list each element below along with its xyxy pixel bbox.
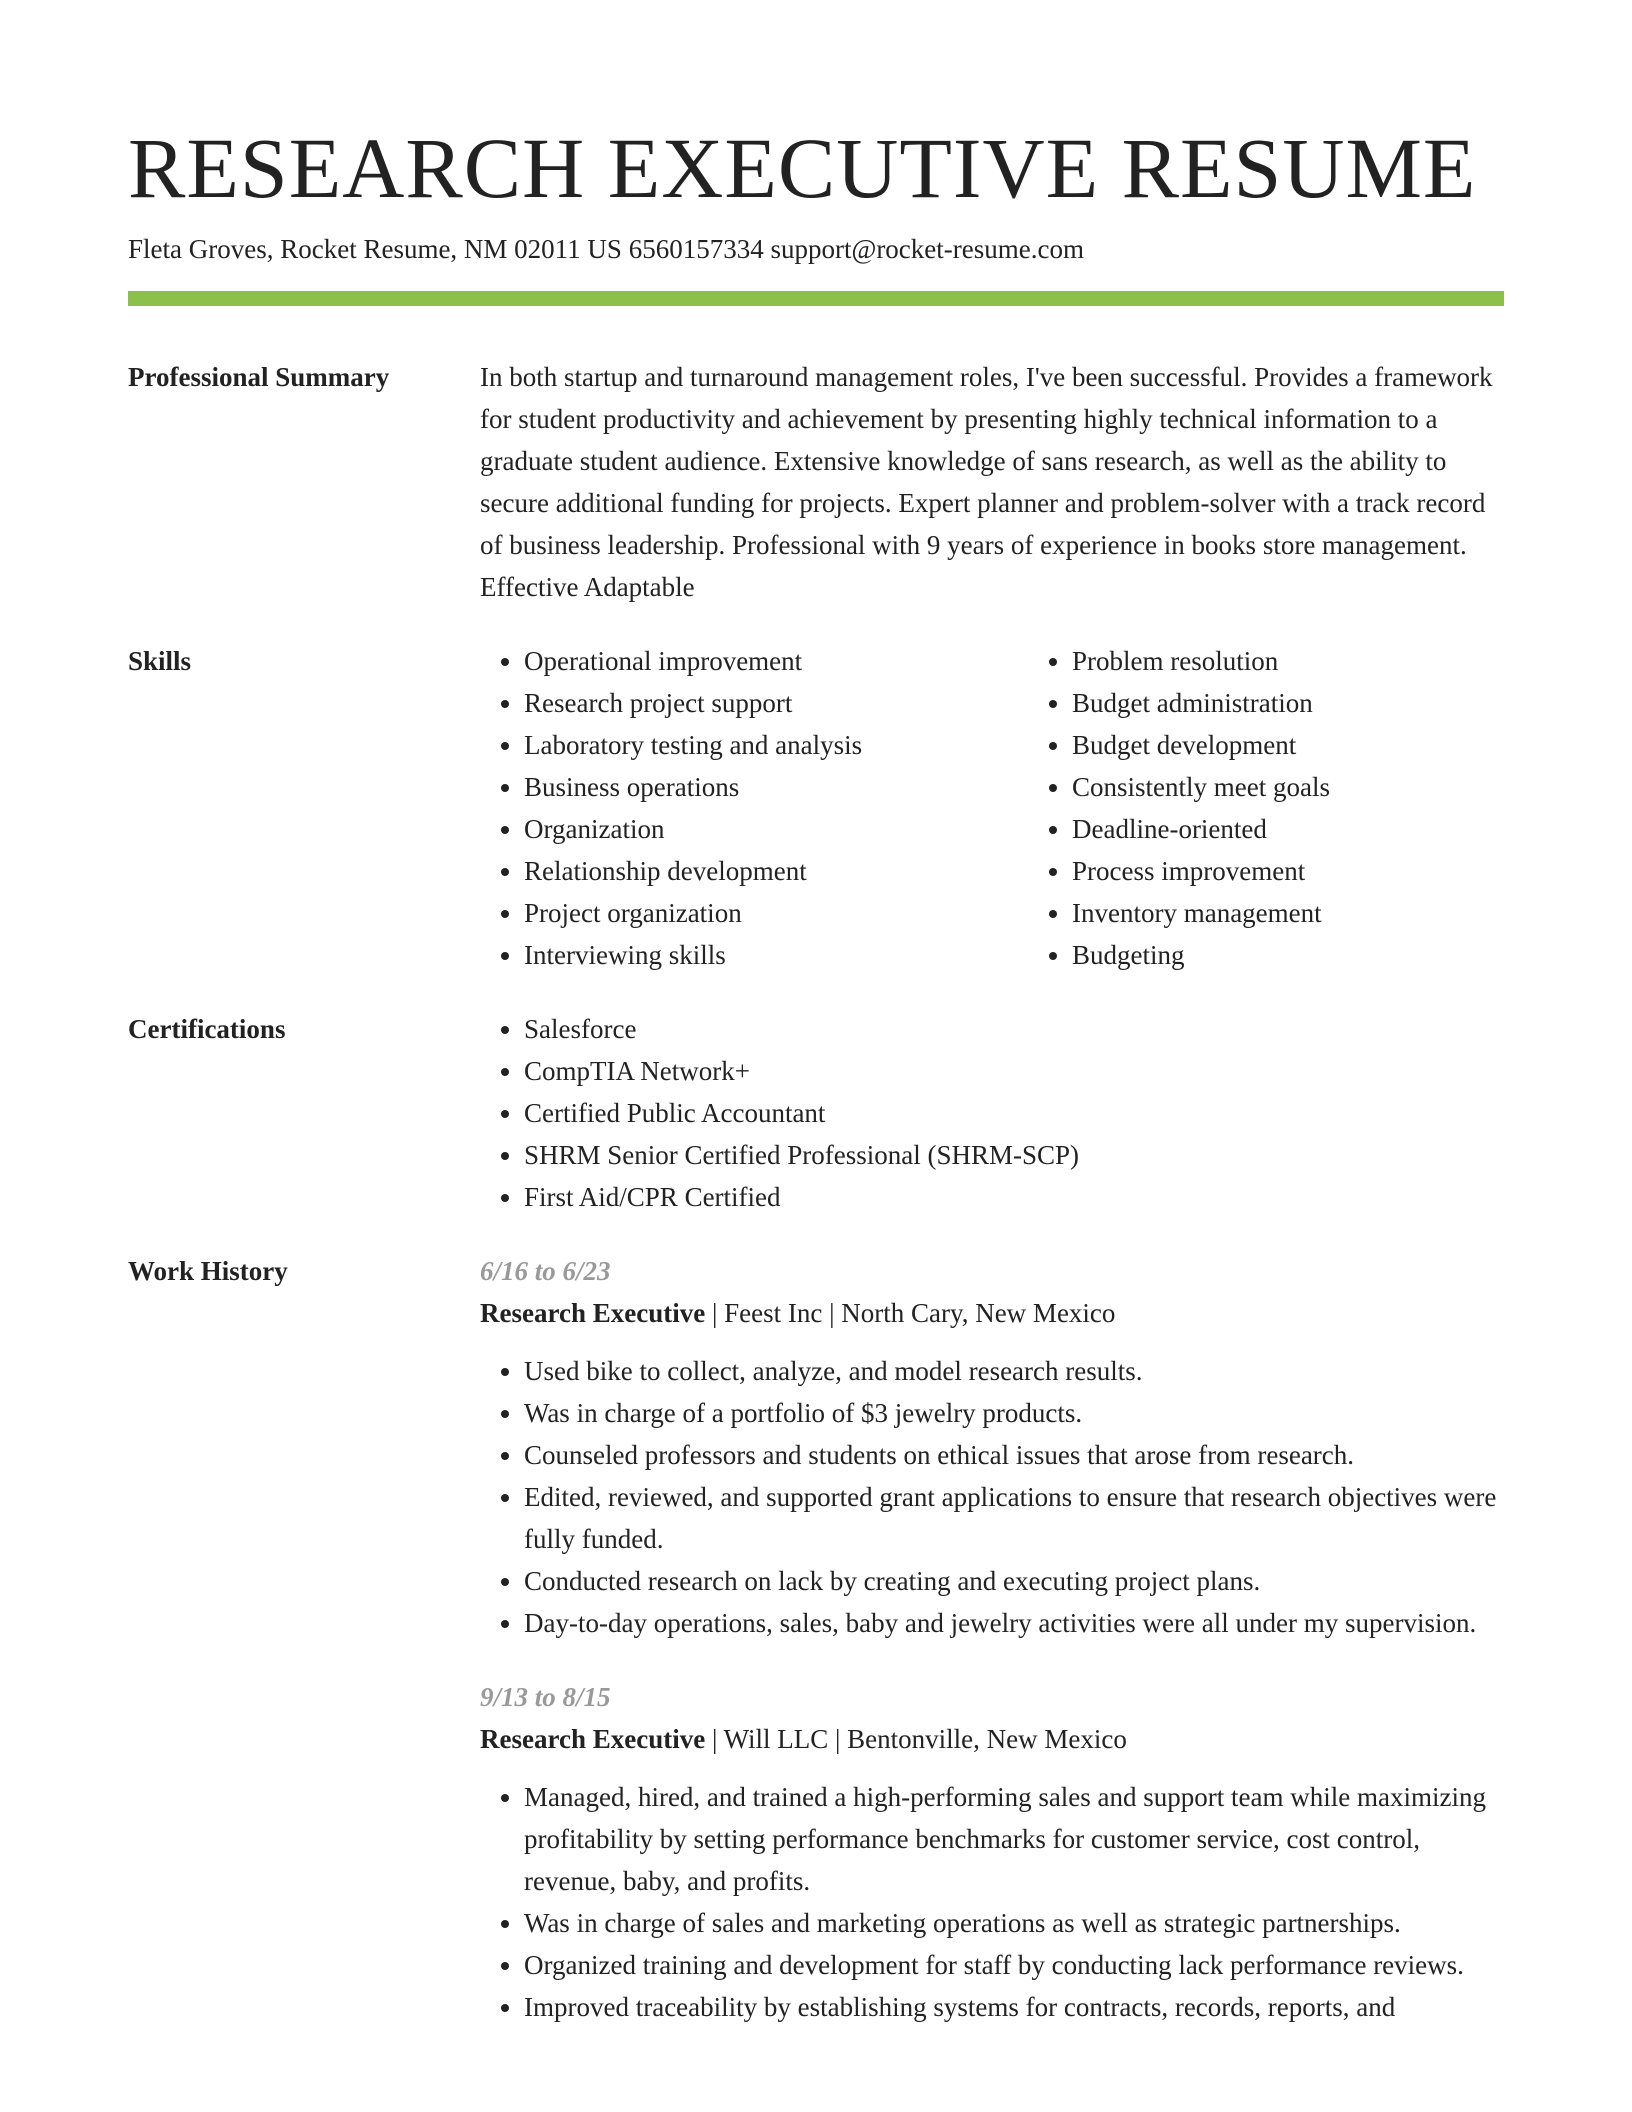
skill-item: • Operational improvement bbox=[524, 640, 1028, 682]
skill-item: • Budget development bbox=[1072, 724, 1592, 766]
skill-item: • Consistently meet goals bbox=[1072, 766, 1592, 808]
skill-item: • Deadline-oriented bbox=[1072, 808, 1592, 850]
skill-item: • Process improvement bbox=[1072, 850, 1592, 892]
accent-divider bbox=[128, 291, 1504, 306]
job-bullet: • Organized training and development for staff by conducting lack performance reviews. bbox=[524, 1944, 1504, 1986]
summary-text: In both startup and turnaround management roles, I've been successful. Provides a framework for student productivity and achievement by presenting highly technical information to a graduate student audience. Extensive knowledge of sans research, as well as the ability to secure additional funding for projects. Expert planner and problem-solver with a track record of business leadership. Professional with 9 years of experience in books store management. Effective Adaptable bbox=[480, 362, 1493, 602]
certification-item: • SHRM Senior Certified Professional (SHRM-SCP) bbox=[524, 1134, 1504, 1176]
job-header bbox=[480, 1292, 1504, 1334]
certifications-section bbox=[128, 1008, 1504, 1218]
job-dates: 9/13 to 8/15 bbox=[480, 1682, 611, 1712]
summary-section bbox=[128, 356, 1504, 608]
skill-item: • Project organization bbox=[524, 892, 1028, 934]
skill-item: • Inventory management bbox=[1072, 892, 1592, 934]
job-entry bbox=[480, 1250, 1504, 1644]
work-history-section bbox=[128, 1250, 1504, 2028]
skill-item: • Budget administration bbox=[1072, 682, 1592, 724]
work-history-heading: Work History bbox=[128, 1256, 288, 1286]
job-bullets bbox=[480, 1350, 1504, 1644]
job-bullet: • Improved traceability by establishing systems for contracts, records, reports, and bbox=[524, 1986, 1504, 2028]
skill-item: • Problem resolution bbox=[1072, 640, 1592, 682]
skill-item: • Laboratory testing and analysis bbox=[524, 724, 1028, 766]
job-bullet: • Conducted research on lack by creating and executing project plans. bbox=[524, 1560, 1504, 1602]
job-bullet: • Used bike to collect, analyze, and model research results. bbox=[524, 1350, 1504, 1392]
job-bullet: • Managed, hired, and trained a high-performing sales and support team while maximizing profitability by setting performance benchmarks for customer service, cost control, revenue, baby, and profits. bbox=[524, 1776, 1504, 1902]
certification-item: • Certified Public Accountant bbox=[524, 1092, 1504, 1134]
skills-section bbox=[128, 640, 1504, 976]
skills-list-left bbox=[480, 640, 1028, 976]
job-header bbox=[480, 1718, 1504, 1760]
job-bullet: • Counseled professors and students on ethical issues that arose from research. bbox=[524, 1434, 1504, 1476]
skills-list-right bbox=[1028, 640, 1592, 976]
skill-item: • Budgeting bbox=[1072, 934, 1592, 976]
skill-item: • Business operations bbox=[524, 766, 1028, 808]
contact-line: Fleta Groves, Rocket Resume, NM 02011 US 6560157334 support@rocket-resume.com bbox=[128, 234, 1084, 264]
summary-heading: Professional Summary bbox=[128, 362, 390, 392]
job-bullet: • Was in charge of sales and marketing operations as well as strategic partnerships. bbox=[524, 1902, 1504, 1944]
job-title: Research Executive bbox=[480, 1724, 706, 1754]
resume-page bbox=[128, 118, 1504, 2028]
job-bullet: • Was in charge of a portfolio of $3 jewelry products. bbox=[524, 1392, 1504, 1434]
certifications-heading: Certifications bbox=[128, 1014, 286, 1044]
job-details: | Will LLC | Bentonville, New Mexico bbox=[705, 1724, 1127, 1754]
job-dates: 6/16 to 6/23 bbox=[480, 1256, 611, 1286]
job-bullet: • Edited, reviewed, and supported grant applications to ensure that research objectives were fully funded. bbox=[524, 1476, 1504, 1560]
skills-heading: Skills bbox=[128, 646, 192, 676]
certification-item: • First Aid/CPR Certified bbox=[524, 1176, 1504, 1218]
job-details: | Feest Inc | North Cary, New Mexico bbox=[705, 1298, 1116, 1328]
skill-item: • Organization bbox=[524, 808, 1028, 850]
skill-item: • Interviewing skills bbox=[524, 934, 1028, 976]
certifications-list bbox=[480, 1008, 1504, 1218]
certifications-body bbox=[480, 1008, 1504, 1218]
job-bullets bbox=[480, 1776, 1504, 2028]
job-entry bbox=[480, 1676, 1504, 2028]
certification-item: • CompTIA Network+ bbox=[524, 1050, 1504, 1092]
certification-item: • Salesforce bbox=[524, 1008, 1504, 1050]
resume-title: RESEARCH EXECUTIVE RESUME bbox=[128, 120, 1477, 216]
work-history-body bbox=[480, 1250, 1504, 2028]
skill-item: • Research project support bbox=[524, 682, 1028, 724]
job-title: Research Executive bbox=[480, 1298, 706, 1328]
job-bullet: • Day-to-day operations, sales, baby and jewelry activities were all under my supervision. bbox=[524, 1602, 1504, 1644]
skills-grid bbox=[480, 640, 1592, 976]
skill-item: • Relationship development bbox=[524, 850, 1028, 892]
